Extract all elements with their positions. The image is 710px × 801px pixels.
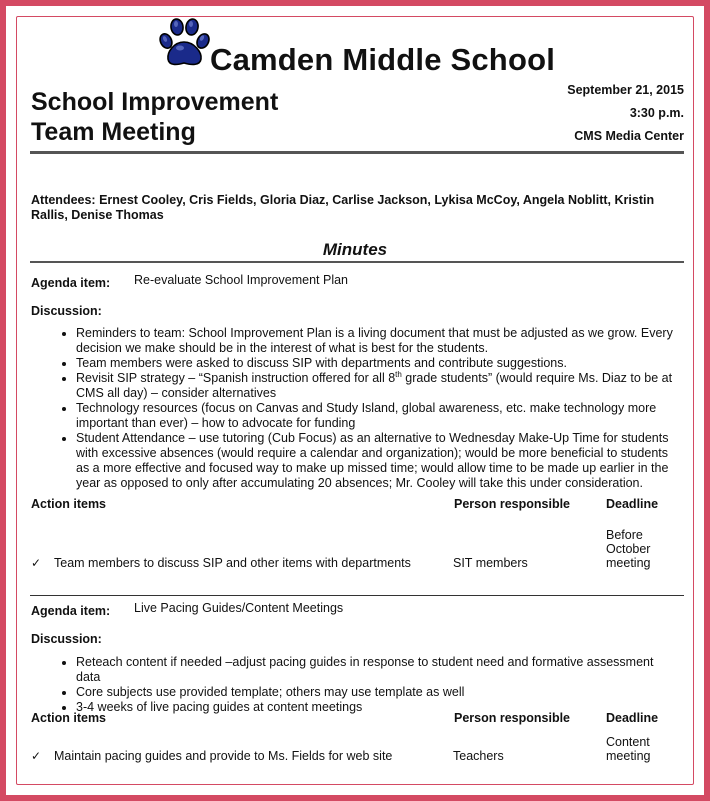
person-responsible-header: Person responsible xyxy=(454,711,571,725)
agenda-item-text: Live Pacing Guides/Content Meetings xyxy=(134,601,344,615)
action-item-text: Team members to discuss SIP and other items with departments xyxy=(54,556,411,570)
meeting-title-line2: Team Meeting xyxy=(31,118,196,146)
list-item: • Reminders to team: School Improvement Plan is a living document that must be adjusted as we grow. Every decision we make should be in the interest of what is best for the students. xyxy=(76,326,676,356)
discussion-label: Discussion: xyxy=(31,632,102,646)
discussion-label: Discussion: xyxy=(31,304,102,318)
agenda-item-text: Re-evaluate School Improvement Plan xyxy=(134,273,349,287)
discussion-list xyxy=(56,326,676,491)
school-name: Camden Middle School xyxy=(210,42,556,77)
list-item: • Reteach content if needed –adjust pacing guides in response to student need and formative assessment data xyxy=(76,655,676,685)
list-item: • Team members were asked to discuss SIP with departments and contribute suggestions. xyxy=(76,356,676,371)
meeting-date: September 21, 2015 xyxy=(567,83,684,97)
checkmark-icon: ✓ xyxy=(31,749,42,763)
deadline-header: Deadline xyxy=(606,497,659,511)
agenda-item-label: Agenda item: xyxy=(31,276,111,290)
list-item: • Revisit SIP strategy – “Spanish instruction offered for all 8th grade students” (would require Ms. Diaz to be at CMS all day) – consider alternatives xyxy=(76,371,676,401)
list-item: • Core subjects use provided template; others may use template as well xyxy=(76,685,676,700)
meeting-time: 3:30 p.m. xyxy=(629,106,684,120)
attendees-list: Attendees: Ernest Cooley, Cris Fields, Gloria Diaz, Carlise Jackson, Lykisa McCoy, Angela Noblitt, Kristin Rallis, Denise Thomas xyxy=(31,193,655,222)
section-divider xyxy=(30,595,684,596)
list-item: • Student Attendance – use tutoring (Cub Focus) as an alternative to Wednesday Make-Up Time for students with excessive absences (would require a calendar and organization); would be more beneficial to students as a more effective and focused way to make up missed time; would allow time to be made up earlier in the year as opposed to only after accumulating 20 absences; Mr. Cooley will take this under consideration. xyxy=(76,431,676,491)
action-item-text: Maintain pacing guides and provide to Ms. Fields for web site xyxy=(54,749,393,763)
action-items-header: Action items xyxy=(31,497,107,511)
meeting-title-line1: School Improvement xyxy=(31,88,279,116)
action-item-deadline: Content meeting xyxy=(606,735,651,763)
discussion-list xyxy=(56,655,676,715)
list-item: • Technology resources (focus on Canvas and Study Island, global awareness, etc. make technology more important than ever) – how to advocate for funding xyxy=(76,401,676,431)
list-item: • 3-4 weeks of live pacing guides at content meetings xyxy=(76,700,676,715)
checkmark-icon: ✓ xyxy=(31,556,42,570)
header-divider xyxy=(30,151,684,154)
person-responsible-header: Person responsible xyxy=(454,497,571,511)
meeting-location: CMS Media Center xyxy=(574,129,684,143)
action-item-deadline: Before October meeting xyxy=(606,528,651,570)
action-items-header: Action items xyxy=(31,711,107,725)
deadline-header: Deadline xyxy=(606,711,659,725)
agenda-item-label: Agenda item: xyxy=(31,604,111,618)
minutes-heading: Minutes xyxy=(322,240,388,259)
paw-print-logo xyxy=(158,17,212,71)
minutes-divider xyxy=(30,261,684,263)
action-item-person: Teachers xyxy=(453,749,504,763)
action-item-person: SIT members xyxy=(453,556,528,570)
